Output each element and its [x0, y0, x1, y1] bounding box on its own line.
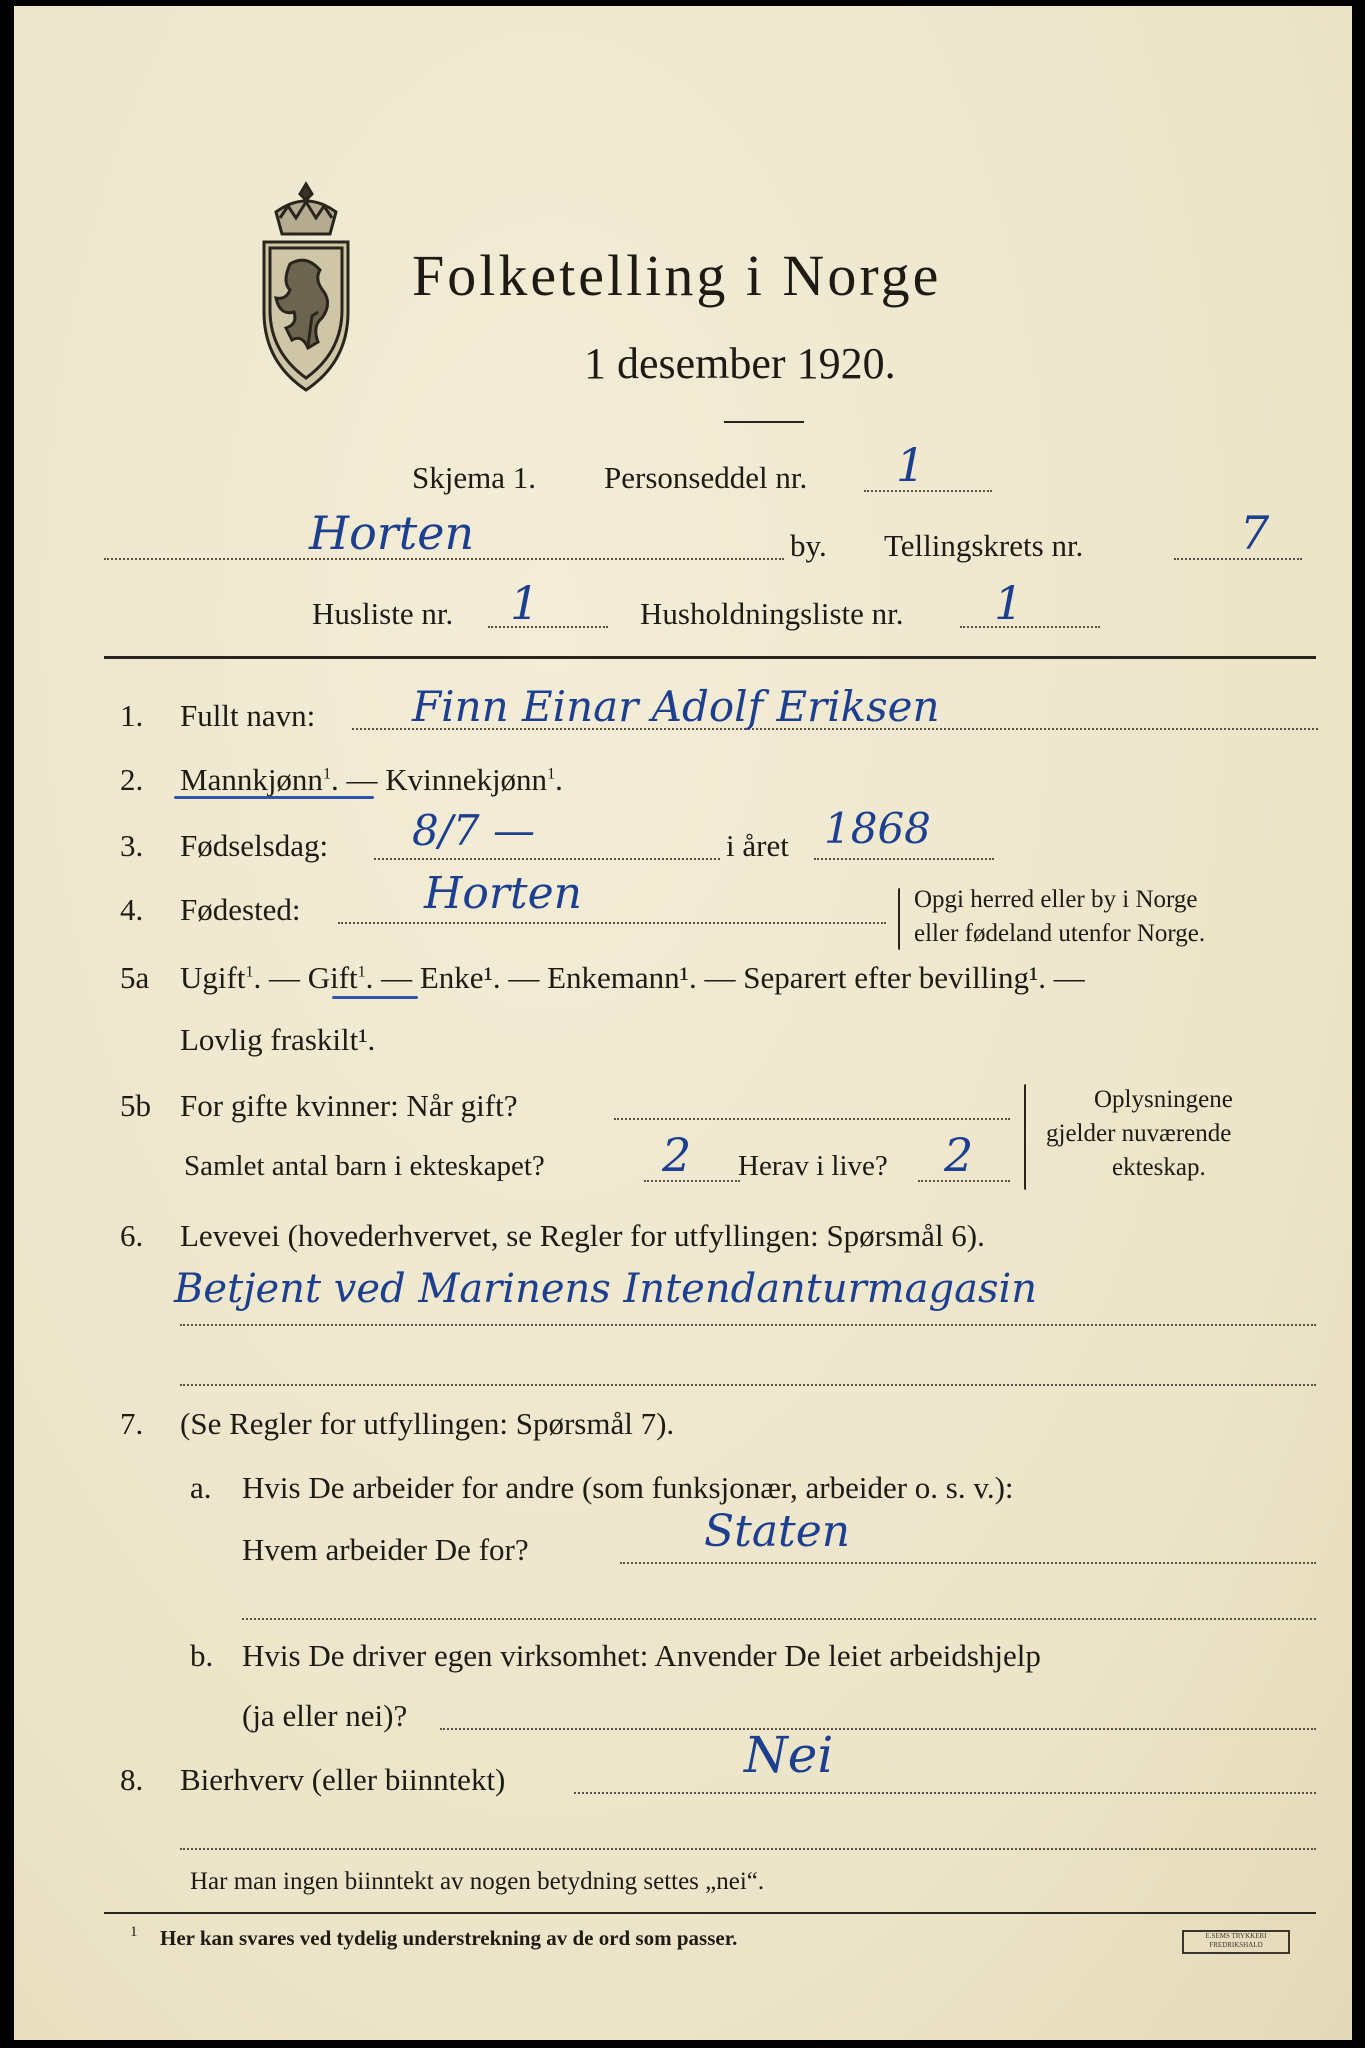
- city-value[interactable]: Horten: [309, 506, 475, 560]
- census-form: [14, 6, 1352, 2040]
- q5b-barn-value[interactable]: 2: [662, 1128, 692, 1182]
- q5b-note-line1: Oplysningene: [1094, 1086, 1233, 1113]
- census-date: 1 desember 1920.: [584, 339, 896, 388]
- q3-year-value[interactable]: 1868: [824, 804, 931, 853]
- q3-value[interactable]: 8/7 —: [412, 806, 535, 855]
- q2-options: [180, 762, 563, 798]
- q7-number: 7.: [120, 1406, 144, 1441]
- q1-number: 1.: [120, 698, 144, 733]
- q8-line: [574, 1792, 1316, 1794]
- q4-note-line2: eller fødeland utenfor Norge.: [914, 920, 1206, 947]
- q5a-dash: . —: [253, 960, 300, 995]
- q8-line2: [180, 1848, 1316, 1850]
- q3-year-label: i året: [726, 828, 789, 863]
- q5a-gift[interactable]: Gift: [307, 960, 358, 995]
- q6-line2: [180, 1384, 1316, 1386]
- q3-number: 3.: [120, 828, 144, 863]
- q2-sep: . —: [330, 762, 378, 797]
- q5a-number: 5a: [120, 960, 150, 995]
- q4-value[interactable]: Horten: [424, 868, 582, 919]
- q7a-line2: [242, 1618, 1316, 1620]
- q5b-note-line2: gjelder nuværende: [1046, 1120, 1232, 1147]
- husholdning-line: [960, 626, 1100, 628]
- q5b-live-value[interactable]: 2: [944, 1128, 974, 1182]
- q7b-text: Hvis De driver egen virksomhet: Anvender De leiet arbeidshjelp: [242, 1638, 1041, 1673]
- q4-note-brace: [898, 888, 900, 950]
- q4-note-line1: Opgi herred eller by i Norge: [914, 886, 1198, 913]
- q3-line: [374, 858, 720, 860]
- q1-label: Fullt navn:: [180, 698, 316, 733]
- title-divider: [724, 421, 804, 423]
- q2-end: .: [555, 762, 563, 797]
- personseddel-value[interactable]: 1: [896, 438, 926, 492]
- q7a-question: Hvem arbeider De for?: [242, 1532, 529, 1567]
- q3-label: Fødselsdag:: [180, 828, 329, 863]
- q5b-number: 5b: [120, 1088, 151, 1123]
- q5a-rest: . — Enke¹. — Enkemann¹. — Separert efter bevilling¹. —: [365, 960, 1085, 995]
- q6-value[interactable]: Betjent ved Marinens Intendanturmagasin: [174, 1266, 1038, 1312]
- header-divider: [104, 656, 1316, 659]
- husholdning-value[interactable]: 1: [994, 576, 1024, 630]
- q6-line1: [180, 1324, 1316, 1326]
- footnote-text: Her kan svares ved tydelig understrekning av de ord som passer.: [160, 1926, 738, 1950]
- q5a-line2: Lovlig fraskilt¹.: [180, 1022, 376, 1057]
- q4-label: Fødested:: [180, 892, 301, 927]
- footnote-mark: 1: [130, 1924, 138, 1940]
- q5b-note-brace: [1024, 1084, 1026, 1190]
- q7b-number: b.: [190, 1638, 214, 1673]
- tellingskrets-line: [1174, 558, 1302, 560]
- q8-value[interactable]: Nei: [744, 1726, 834, 1784]
- q3-year-line: [814, 858, 994, 860]
- q7-label: (Se Regler for utfyllingen: Spørsmål 7).: [180, 1406, 675, 1441]
- printer-stamp: E.SEMS TRYKKERI FREDRIKSHALD: [1182, 1930, 1290, 1954]
- q6-label: Levevei (hovederhvervet, se Regler for utfyllingen: Spørsmål 6).: [180, 1218, 985, 1253]
- q5a-ugift[interactable]: Ugift: [180, 960, 246, 995]
- q5b-barn-label: Samlet antal barn i ekteskapet?: [184, 1150, 545, 1182]
- q5a-sup-ugift: 1: [245, 963, 254, 981]
- tellingskrets-label: Tellingskrets nr.: [884, 528, 1084, 563]
- q5b-live-label: Herav i live?: [738, 1150, 888, 1182]
- q2-sup-female: 1: [547, 765, 556, 783]
- q6-number: 6.: [120, 1218, 144, 1253]
- q5b-note-line3: ekteskap.: [1112, 1154, 1206, 1181]
- q7b-question: (ja eller nei)?: [242, 1698, 408, 1733]
- form-title: Folketelling i Norge: [412, 243, 942, 308]
- q7a-text: Hvis De arbeider for andre (som funksjonær, arbeider o. s. v.):: [242, 1470, 1014, 1505]
- male-underline: [174, 796, 374, 799]
- q5a-sup-gift: 1: [357, 963, 366, 981]
- q8-number: 8.: [120, 1762, 144, 1797]
- husholdning-label: Husholdningsliste nr.: [640, 596, 904, 631]
- q4-line: [338, 922, 886, 924]
- q7b-line: [440, 1728, 1316, 1730]
- gift-underline: [332, 996, 418, 999]
- q1-value[interactable]: Finn Einar Adolf Eriksen: [412, 682, 940, 731]
- q4-number: 4.: [120, 892, 144, 927]
- q5b-barn-line: [644, 1180, 740, 1182]
- q5a-options: [180, 960, 1085, 996]
- schema-label: Skjema 1.: [412, 460, 536, 495]
- q2-female[interactable]: Kvinnekjønn: [385, 762, 548, 797]
- q2-sup-male: 1: [322, 765, 331, 783]
- q7a-value[interactable]: Staten: [704, 1506, 851, 1557]
- q2-male[interactable]: Mannkjønn: [180, 762, 323, 797]
- footer-divider: [104, 1912, 1316, 1914]
- personseddel-label: Personseddel nr.: [604, 460, 808, 495]
- city-suffix: by.: [790, 528, 827, 563]
- tellingskrets-value[interactable]: 7: [1240, 506, 1270, 560]
- personseddel-line: [864, 490, 992, 492]
- husliste-value[interactable]: 1: [510, 576, 540, 630]
- q5b-label: For gifte kvinner: Når gift?: [180, 1088, 518, 1123]
- husliste-line: [488, 626, 608, 628]
- q5b-married-line: [614, 1118, 1010, 1120]
- q2-number: 2.: [120, 762, 144, 797]
- footer-note: Har man ingen biinntekt av nogen betydning settes „nei“.: [190, 1868, 765, 1895]
- coat-of-arms-icon: [250, 178, 362, 398]
- q8-label: Bierhverv (eller biinntekt): [180, 1762, 506, 1797]
- husliste-label: Husliste nr.: [312, 596, 454, 631]
- q7a-number: a.: [190, 1470, 212, 1505]
- q7a-line: [620, 1562, 1316, 1564]
